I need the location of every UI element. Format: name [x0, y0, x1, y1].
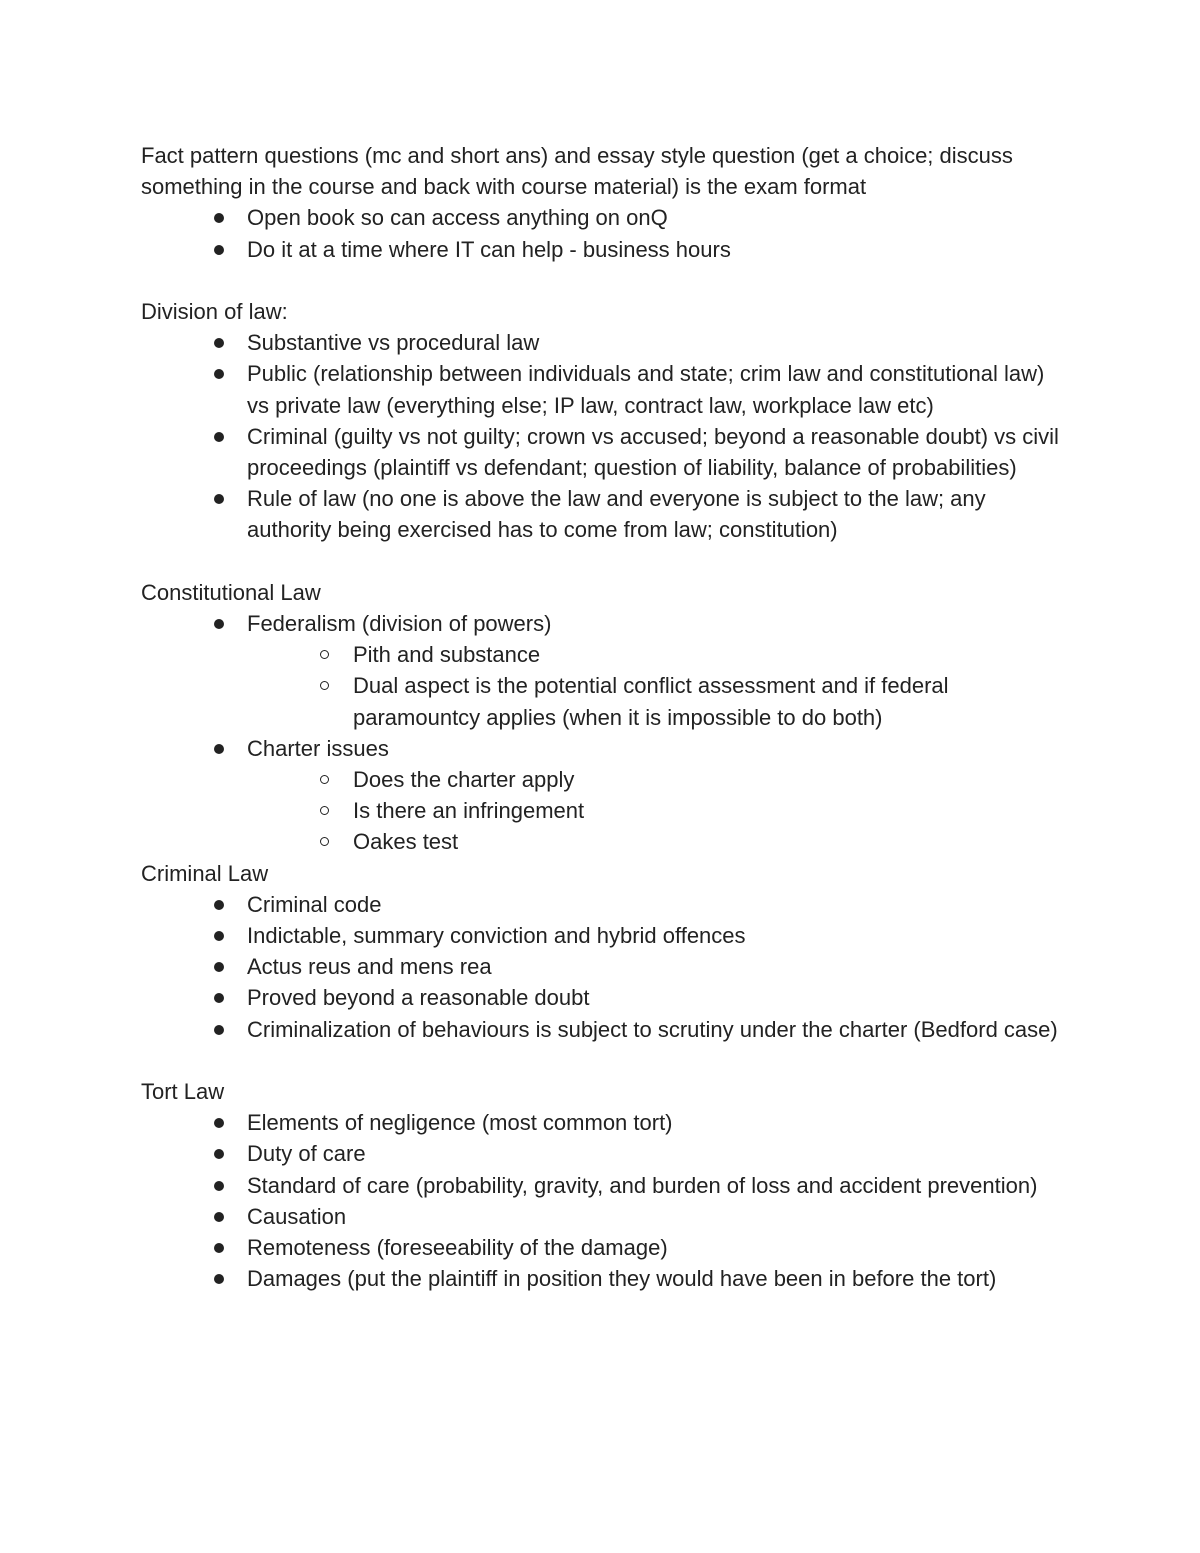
bullet-icon: [214, 962, 224, 972]
sub-list-item: Does the charter apply: [247, 764, 1071, 795]
bullet-icon: [214, 494, 224, 504]
criminal-heading: Criminal Law: [141, 860, 269, 886]
list-item: Rule of law (no one is above the law and everyone is subject to the law; any authority being exercised has to come from law; constitution): [141, 483, 1071, 545]
list-item: Indictable, summary conviction and hybrid offences: [141, 920, 1071, 951]
bullet-icon: [214, 993, 224, 1003]
list-item: Do it at a time where IT can help - business hours: [141, 234, 1071, 265]
list-item: Standard of care (probability, gravity, and burden of loss and accident prevention): [141, 1170, 1071, 1201]
bullet-icon: [214, 1181, 224, 1191]
constitutional-heading: Constitutional Law: [141, 579, 321, 605]
federalism-sublist: [141, 639, 1071, 733]
constitutional-list: [141, 608, 1071, 858]
division-list: [141, 327, 1071, 545]
sub-list-item: Is there an infringement: [247, 795, 1071, 826]
bullet-icon: [214, 245, 224, 255]
list-item: Criminal (guilty vs not guilty; crown vs accused; beyond a reasonable doubt) vs civil proceedings (plaintiff vs defendant; question of liability, balance of probabilities): [141, 421, 1071, 483]
hollow-bullet-icon: [320, 681, 329, 690]
bullet-icon: [214, 619, 224, 629]
exam-format-paragraph: Fact pattern questions (mc and short ans) and essay style question (get a choice; discuss something in the course and back with course material) is the exam format: [141, 143, 1013, 200]
list-item: Open book so can access anything on onQ: [141, 202, 1071, 233]
division-heading: Division of law:: [141, 299, 288, 324]
notes-body: [141, 140, 1071, 1294]
bullet-icon: [214, 1149, 224, 1159]
bullet-icon: [214, 1212, 224, 1222]
bullet-icon: [214, 1118, 224, 1128]
list-item: Substantive vs procedural law: [141, 327, 1071, 358]
charter-sublist: [141, 764, 1071, 858]
bullet-icon: [214, 931, 224, 941]
list-item: Causation: [141, 1201, 1071, 1232]
list-item: Duty of care: [141, 1138, 1071, 1169]
sub-list-item: Pith and substance: [247, 639, 1071, 670]
list-item: Proved beyond a reasonable doubt: [141, 982, 1071, 1013]
tort-list: [141, 1107, 1071, 1294]
bullet-icon: [214, 338, 224, 348]
list-item: Federalism (division of powers) Pith and substance Dual aspect is the potential conflict assessment and if federal paramountcy applies (when it is impossible to do both): [141, 608, 1071, 733]
sub-list-item: Oakes test: [247, 826, 1071, 857]
list-item: Elements of negligence (most common tort): [141, 1107, 1071, 1138]
bullet-icon: [214, 1025, 224, 1035]
bullet-icon: [214, 213, 224, 223]
list-item: Damages (put the plaintiff in position they would have been in before the tort): [141, 1263, 1071, 1294]
criminal-list: [141, 889, 1071, 1045]
list-item: Criminalization of behaviours is subject to scrutiny under the charter (Bedford case): [141, 1014, 1071, 1045]
bullet-icon: [214, 744, 224, 754]
hollow-bullet-icon: [320, 650, 329, 659]
bullet-icon: [214, 1243, 224, 1253]
sub-list-item: Dual aspect is the potential conflict assessment and if federal paramountcy applies (when it is impossible to do both): [247, 670, 1071, 732]
hollow-bullet-icon: [320, 775, 329, 784]
bullet-icon: [214, 900, 224, 910]
bullet-icon: [214, 369, 224, 379]
list-item: Public (relationship between individuals and state; crim law and constitutional law) vs private law (everything else; IP law, contract law, workplace law etc): [141, 358, 1071, 420]
hollow-bullet-icon: [320, 837, 329, 846]
list-item: Charter issues Does the charter apply Is there an infringement Oakes test: [141, 733, 1071, 858]
bullet-icon: [214, 432, 224, 442]
list-item: Remoteness (foreseeability of the damage): [141, 1232, 1071, 1263]
list-item: Criminal code: [141, 889, 1071, 920]
tort-heading: Tort Law: [141, 1079, 225, 1105]
hollow-bullet-icon: [320, 806, 329, 815]
exam-format-list: [141, 202, 1071, 264]
bullet-icon: [214, 1274, 224, 1284]
list-item: Actus reus and mens rea: [141, 951, 1071, 982]
